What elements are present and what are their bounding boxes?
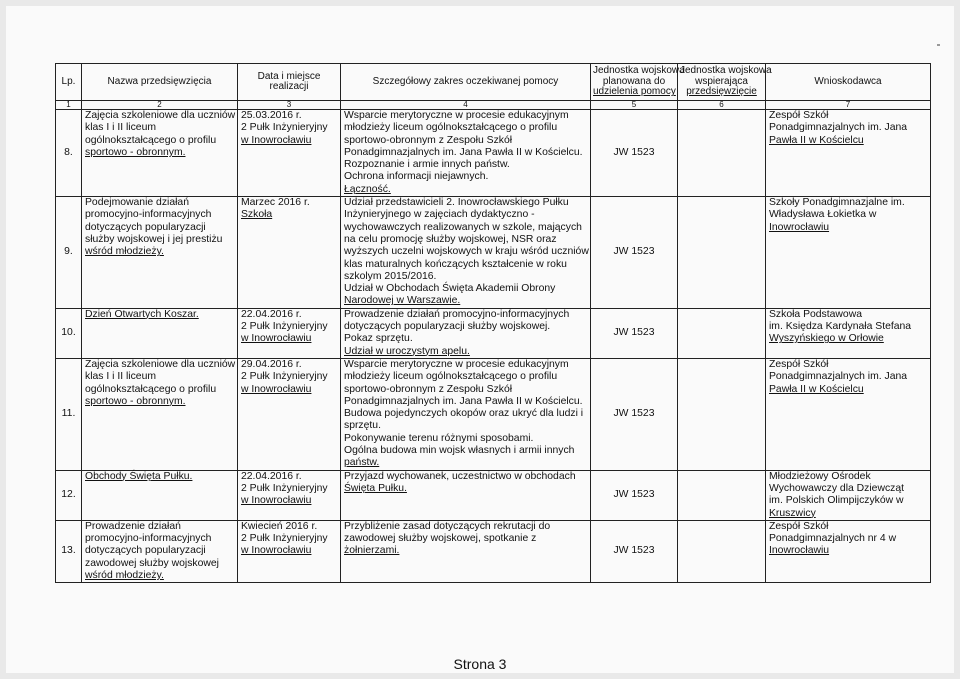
scope-of-help-line: młodzieży liceum ogólnokształcącego o profilu [344, 371, 558, 383]
scope-of-help-line: Ogólna budowa min wojsk własnych i armii innych [344, 445, 575, 457]
scope-of-help-line: sprzętu. [344, 420, 381, 432]
column-number: 5 [591, 101, 678, 110]
scope-of-help-line: Święta Pułku. [344, 482, 407, 494]
planning-unit-cell: JW 1523 [591, 470, 678, 520]
header-name: Nazwa przedsięwzięcia [82, 64, 238, 101]
scope-of-help-cell [341, 110, 591, 197]
project-name-line: Prowadzenie działań [85, 520, 181, 532]
project-name-line: promocyjno-informacyjnych [85, 209, 212, 221]
table-row [56, 308, 931, 358]
column-number: 1 [56, 101, 82, 110]
row-number: 8. [56, 110, 82, 197]
applicant-line: Ponadgimnazjalnych nr 4 w [769, 533, 897, 545]
date-place-line: 25.03.2016 r. [241, 110, 302, 121]
scope-of-help-line: szkolym 2015/2016. [344, 270, 437, 282]
table-row [56, 520, 931, 582]
date-place-line: Kwiecień 2016 r. [241, 520, 318, 532]
date-place-line: Marzec 2016 r. [241, 197, 310, 209]
row-number: 9. [56, 197, 82, 309]
header-planning-unit-line: Jednostka wojskowa [593, 65, 685, 77]
project-name-line: Podejmowanie działań [85, 197, 189, 209]
applicant-cell [766, 520, 931, 582]
row-number: 12. [56, 470, 82, 520]
project-name-line: Dzień Otwartych Koszar. [85, 308, 199, 320]
planning-unit-cell: JW 1523 [591, 358, 678, 470]
project-name-line: sportowo - obronnym. [85, 146, 186, 158]
date-place-line: 2 Pułk Inżynieryjny [241, 371, 328, 383]
scope-of-help-cell [341, 520, 591, 582]
supporting-unit-cell [678, 520, 766, 582]
date-place-line: 2 Pułk Inżynieryjny [241, 482, 328, 494]
date-place-cell [238, 358, 341, 470]
date-place-line: 2 Pułk Inżynieryjny [241, 122, 328, 134]
scope-of-help-line: Ponadgimnazjalnych im. Jana Pawła II w Kościelcu. [344, 146, 583, 158]
scope-of-help-line: Udział w Obchodach Święta Akademii Obrony [344, 283, 556, 295]
date-place-line: w Inowrocławiu [241, 383, 312, 395]
date-place-cell [238, 470, 341, 520]
applicant-line: Ponadgimnazjalnych im. Jana [769, 371, 908, 383]
column-number: 6 [678, 101, 766, 110]
project-name-cell [82, 470, 238, 520]
date-place-cell [238, 110, 341, 197]
scope-of-help-line: Ponadgimnazjalnych im. Jana Pawła II w Kościelcu. [344, 395, 583, 407]
scope-of-help-line: żołnierzami. [344, 545, 400, 557]
scope-of-help-line: Udział w uroczystym apelu. [344, 345, 470, 357]
scope-of-help-line: Pokaz sprzętu. [344, 333, 413, 345]
project-name-cell [82, 308, 238, 358]
scope-of-help-line: Pokonywanie terenu różnymi sposobami. [344, 432, 534, 444]
date-place-line: w Inowrocławiu [241, 495, 312, 507]
project-name-cell [82, 110, 238, 197]
supporting-unit-cell [678, 470, 766, 520]
project-name-line: Obchody Święta Pułku. [85, 470, 193, 482]
header-supporting-unit-line: wspierająca [695, 75, 748, 87]
scope-of-help-line: zawodowej służby wojskowej, spotkanie z [344, 533, 537, 545]
applicant-cell [766, 110, 931, 197]
date-place-line: 22.04.2016 r. [241, 470, 302, 482]
applicant-cell [766, 358, 931, 470]
scope-of-help-line: państw. [344, 457, 380, 469]
project-name-cell [82, 520, 238, 582]
applicant-line: Zespół Szkół [769, 520, 829, 532]
project-name-line: promocyjno-informacyjnych [85, 533, 212, 545]
planning-unit-cell: JW 1523 [591, 110, 678, 197]
applicant-line: im. Polskich Olimpijczyków w [769, 495, 904, 507]
column-number: 2 [82, 101, 238, 110]
applicant-cell [766, 470, 931, 520]
scope-of-help-cell [341, 197, 591, 309]
scope-of-help-line: na celu promocję służby wojskowej, NSR oraz [344, 233, 557, 245]
scope-of-help-line: wychowawczych realizowanych w szkole, mających [344, 221, 582, 233]
project-name-line: zawodowej służby wojskowej [85, 557, 219, 569]
scope-of-help-line: Rozpoznanie i armie innych państw. [344, 159, 510, 171]
scope-of-help-line: Wsparcie merytoryczne w procesie edukacyjnym [344, 110, 569, 121]
header-planning-unit [591, 64, 685, 101]
supporting-unit-cell [678, 308, 766, 358]
project-name-line: ogólnokształcącego o profilu [85, 134, 217, 146]
date-place-cell [238, 520, 341, 582]
date-place-line: 22.04.2016 r. [241, 308, 302, 320]
header-supporting-unit [678, 64, 772, 101]
table-body [56, 110, 931, 583]
planning-unit-cell: JW 1523 [591, 197, 678, 309]
planning-unit-cell: JW 1523 [591, 520, 678, 582]
table-row [56, 110, 931, 197]
scope-of-help-line: Ochrona informacji niejawnych. [344, 171, 489, 183]
column-number: 4 [341, 101, 591, 110]
applicant-line: Ponadgimnazjalnych im. Jana [769, 122, 908, 134]
header-planning-unit-line: udzielenia pomocy [593, 86, 676, 98]
applicant-line: Młodzieżowy Ośrodek [769, 470, 871, 482]
date-place-cell [238, 197, 341, 309]
applicant-line: Pawła II w Kościelcu [769, 383, 864, 395]
applicant-line: Władysława Łokietka w [769, 209, 877, 221]
scope-of-help-line: wyższych uczelni wojskowych w kraju wśród uczniów [344, 246, 589, 258]
scope-of-help-line: Udział przedstawicieli 2. Inowrocławskiego Pułku [344, 197, 569, 209]
row-number: 13. [56, 520, 82, 582]
project-name-cell [82, 358, 238, 470]
scope-of-help-line: Budowa pojedynczych okopów oraz ukryć dla ludzi i [344, 408, 584, 420]
applicant-line: Inowrocławiu [769, 221, 830, 233]
date-place-line: w Inowrocławiu [241, 333, 312, 345]
table-row [56, 197, 931, 309]
applicant-line: Szkoła Podstawowa [769, 308, 862, 320]
date-place-line: w Inowrocławiu [241, 134, 312, 146]
table-row [56, 358, 931, 470]
header-lp: Lp. [56, 64, 82, 101]
applicant-cell [766, 308, 931, 358]
project-name-line: Zajęcia szkoleniowe dla uczniów [85, 110, 236, 121]
project-name-line: wśród młodzieży. [85, 569, 164, 581]
date-place-line: 29.04.2016 r. [241, 358, 302, 370]
page-number: Strona 3 [453, 656, 507, 672]
date-place-cell [238, 308, 341, 358]
header-supporting-unit-line: Jednostka wojskowa [680, 65, 772, 77]
project-name-line: ogólnokształcącego o profilu [85, 383, 217, 395]
header-applicant: Wnioskodawca [766, 64, 931, 101]
row-number: 10. [56, 308, 82, 358]
supporting-unit-cell [678, 358, 766, 470]
applicant-line: Zespół Szkół [769, 358, 829, 370]
project-name-line: dotyczących popularyzacji [85, 545, 206, 557]
header-row [56, 64, 931, 101]
scope-of-help-line: Przybliżenie zasad dotyczących rekrutacji do [344, 520, 551, 532]
header-date: Data i miejsce realizacji [238, 64, 341, 101]
header-scope: Szczegółowy zakres oczekiwanej pomocy [341, 64, 591, 101]
scope-of-help-line: Prowadzenie działań promocyjno-informacyjnych [344, 308, 570, 320]
project-name-line: służby wojskowej i jej prestiżu [85, 233, 223, 245]
scope-of-help-cell [341, 470, 591, 520]
date-place-line: Szkoła [241, 209, 273, 221]
scope-of-help-line: Narodowej w Warszawie. [344, 295, 461, 307]
project-name-line: wśród młodzieży. [85, 246, 164, 258]
applicant-line: Zespół Szkół [769, 110, 829, 121]
project-name-line: dotyczących popularyzacji [85, 221, 206, 233]
scan-mark [937, 44, 940, 46]
project-name-line: klas I i II liceum [85, 122, 157, 134]
supporting-unit-cell [678, 197, 766, 309]
applicant-line: Szkoły Ponadgimnazjalne im. [769, 197, 905, 209]
header-planning-unit-line: planowana do [602, 75, 666, 87]
date-place-line: 2 Pułk Inżynieryjny [241, 321, 328, 333]
applicant-line: im. Księdza Kardynała Stefana [769, 321, 912, 333]
table-row [56, 470, 931, 520]
column-number-row [56, 101, 931, 110]
scope-of-help-line: młodzieży liceum ogólnokształcącego o profilu [344, 122, 558, 134]
date-place-line: 2 Pułk Inżynieryjny [241, 533, 328, 545]
project-name-cell [82, 197, 238, 309]
column-number: 3 [238, 101, 341, 110]
supporting-unit-cell [678, 110, 766, 197]
scope-of-help-cell [341, 308, 591, 358]
scope-of-help-line: sportowo-obronnym z Zespołu Szkół [344, 134, 513, 146]
row-number: 11. [56, 358, 82, 470]
project-name-line: sportowo - obronnym. [85, 395, 186, 407]
applicant-line: Kruszwicy [769, 507, 816, 519]
applicant-line: Wychowawczy dla Dziewcząt [769, 482, 905, 494]
column-number: 7 [766, 101, 931, 110]
project-name-line: Zajęcia szkoleniowe dla uczniów [85, 358, 236, 370]
applicant-cell [766, 197, 931, 309]
planning-unit-cell: JW 1523 [591, 308, 678, 358]
scope-of-help-line: sportowo-obronnym z Zespołu Szkół [344, 383, 513, 395]
date-place-line: w Inowrocławiu [241, 545, 312, 557]
scope-of-help-line: dotyczących popularyzacji służby wojskowej. [344, 321, 551, 333]
scope-of-help-line: Inżynieryjnego w zajęciach dydaktyczno - [344, 209, 535, 221]
applicant-line: Pawła II w Kościelcu [769, 134, 864, 146]
measures-table [55, 63, 931, 583]
scope-of-help-line: Przyjazd wychowanek, uczestnictwo w obchodach [344, 470, 576, 482]
project-name-line: klas I i II liceum [85, 371, 157, 383]
scope-of-help-line: Wsparcie merytoryczne w procesie edukacyjnym [344, 358, 569, 370]
header-supporting-unit-line: przedsięwzięcie [686, 86, 757, 98]
applicant-line: Wyszyńskiego w Orłowie [769, 333, 884, 345]
scope-of-help-line: klas maturalnych kończących kształcenie w roku [344, 258, 567, 270]
scope-of-help-line: Łączność. [344, 183, 391, 195]
applicant-line: Inowrocławiu [769, 545, 830, 557]
scope-of-help-cell [341, 358, 591, 470]
